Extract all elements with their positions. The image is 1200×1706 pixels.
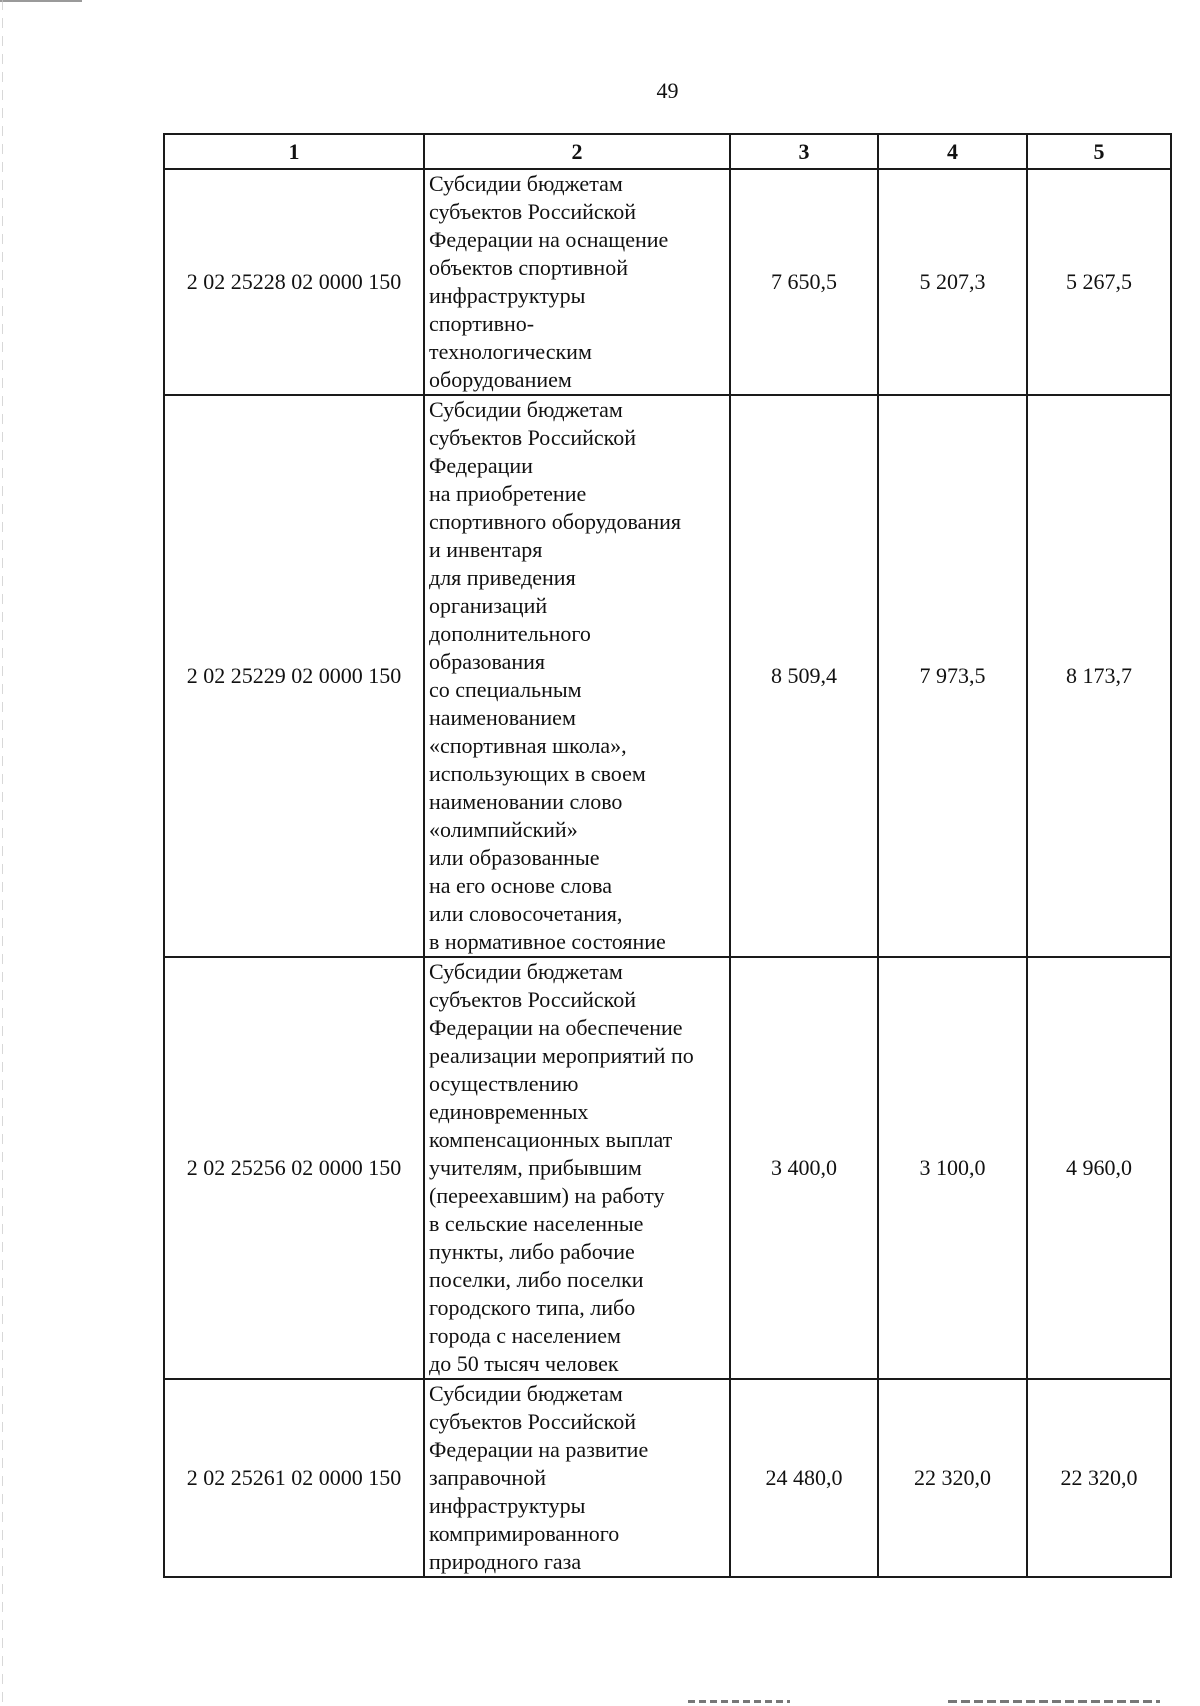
description-line: «олимпийский» <box>429 817 578 842</box>
description-line: объектов спортивной <box>429 255 628 280</box>
scan-artifact-left-edge <box>2 0 3 1706</box>
column-header: 2 <box>424 134 730 169</box>
scan-artifact-bottom <box>948 1700 1160 1703</box>
description-line: природного газа <box>429 1549 582 1574</box>
description-line: организаций <box>429 593 548 618</box>
description-line: Субсидии бюджетам <box>429 171 623 196</box>
description-line: до 50 тысяч человек <box>429 1351 619 1376</box>
scan-artifact-bottom <box>688 1700 790 1703</box>
description-line: для приведения <box>429 565 576 590</box>
description-line: Федерации на обеспечение <box>429 1015 683 1040</box>
description-line: субъектов Российской <box>429 1409 637 1434</box>
budget-table <box>163 133 1172 1578</box>
description-line: Субсидии бюджетам <box>429 397 623 422</box>
description-line: «спортивная школа», <box>429 733 627 758</box>
description-line: спортивно- <box>429 311 535 336</box>
description-cell <box>424 957 730 1379</box>
column-header: 4 <box>878 134 1027 169</box>
description-cell <box>424 1379 730 1577</box>
description-line: Субсидии бюджетам <box>429 959 623 984</box>
amount-cell-col4: 22 320,0 <box>878 1379 1027 1577</box>
description-line: со специальным <box>429 677 582 702</box>
description-cell <box>424 169 730 395</box>
description-line: оборудованием <box>429 367 572 392</box>
description-line: городского типа, либо <box>429 1295 636 1320</box>
description-line: субъектов Российской <box>429 425 637 450</box>
amount-cell-col5: 4 960,0 <box>1027 957 1171 1379</box>
description-line: заправочной <box>429 1465 546 1490</box>
description-line: пункты, либо рабочие <box>429 1239 635 1264</box>
description-line: инфраструктуры <box>429 283 586 308</box>
description-line: наименовании слово <box>429 789 623 814</box>
amount-cell-col4: 3 100,0 <box>878 957 1027 1379</box>
amount-cell-col5: 8 173,7 <box>1027 395 1171 957</box>
column-header: 1 <box>164 134 424 169</box>
amount-cell-col4: 5 207,3 <box>878 169 1027 395</box>
amount-cell-col3: 24 480,0 <box>730 1379 878 1577</box>
description-line: компенсационных выплат <box>429 1127 673 1152</box>
description-line: образования <box>429 649 546 674</box>
table-row <box>164 1379 1171 1577</box>
description-line: Субсидии бюджетам <box>429 1381 623 1406</box>
budget-code-cell: 2 02 25256 02 0000 150 <box>164 957 424 1379</box>
budget-code-cell: 2 02 25261 02 0000 150 <box>164 1379 424 1577</box>
amount-cell-col3: 7 650,5 <box>730 169 878 395</box>
description-line: наименованием <box>429 705 576 730</box>
description-line: в сельские населенные <box>429 1211 644 1236</box>
description-line: реализации мероприятий по <box>429 1043 694 1068</box>
scan-artifact-top <box>0 0 82 2</box>
amount-cell-col3: 8 509,4 <box>730 395 878 957</box>
description-line: спортивного оборудования <box>429 509 682 534</box>
description-line: Федерации на оснащение <box>429 227 669 252</box>
column-header: 5 <box>1027 134 1171 169</box>
table-row <box>164 169 1171 395</box>
description-line: Федерации на развитие <box>429 1437 649 1462</box>
description-line: дополнительного <box>429 621 591 646</box>
description-line: субъектов Российской <box>429 199 637 224</box>
description-line: или словосочетания, <box>429 901 623 926</box>
description-cell <box>424 395 730 957</box>
description-line: (переехавшим) на работу <box>429 1183 665 1208</box>
description-line: на приобретение <box>429 481 587 506</box>
description-line: или образованные <box>429 845 600 870</box>
amount-cell-col4: 7 973,5 <box>878 395 1027 957</box>
budget-table-container <box>163 133 1172 1578</box>
description-line: города с населением <box>429 1323 621 1348</box>
column-header: 3 <box>730 134 878 169</box>
description-line: технологическим <box>429 339 592 364</box>
description-line: осуществлению <box>429 1071 579 1096</box>
description-line: и инвентаря <box>429 537 543 562</box>
amount-cell-col3: 3 400,0 <box>730 957 878 1379</box>
description-line: учителям, прибывшим <box>429 1155 642 1180</box>
budget-code-cell: 2 02 25228 02 0000 150 <box>164 169 424 395</box>
description-line: единовременных <box>429 1099 589 1124</box>
amount-cell-col5: 5 267,5 <box>1027 169 1171 395</box>
description-line: использующих в своем <box>429 761 646 786</box>
table-row <box>164 395 1171 957</box>
description-line: инфраструктуры <box>429 1493 586 1518</box>
description-line: на его основе слова <box>429 873 612 898</box>
description-line: субъектов Российской <box>429 987 637 1012</box>
page-number: 49 <box>656 78 679 103</box>
amount-cell-col5: 22 320,0 <box>1027 1379 1171 1577</box>
table-header-row <box>164 134 1171 169</box>
table-row <box>164 957 1171 1379</box>
description-line: Федерации <box>429 453 533 478</box>
description-line: в нормативное состояние <box>429 929 666 954</box>
description-line: поселки, либо поселки <box>429 1267 644 1292</box>
description-line: компримированного <box>429 1521 620 1546</box>
budget-code-cell: 2 02 25229 02 0000 150 <box>164 395 424 957</box>
